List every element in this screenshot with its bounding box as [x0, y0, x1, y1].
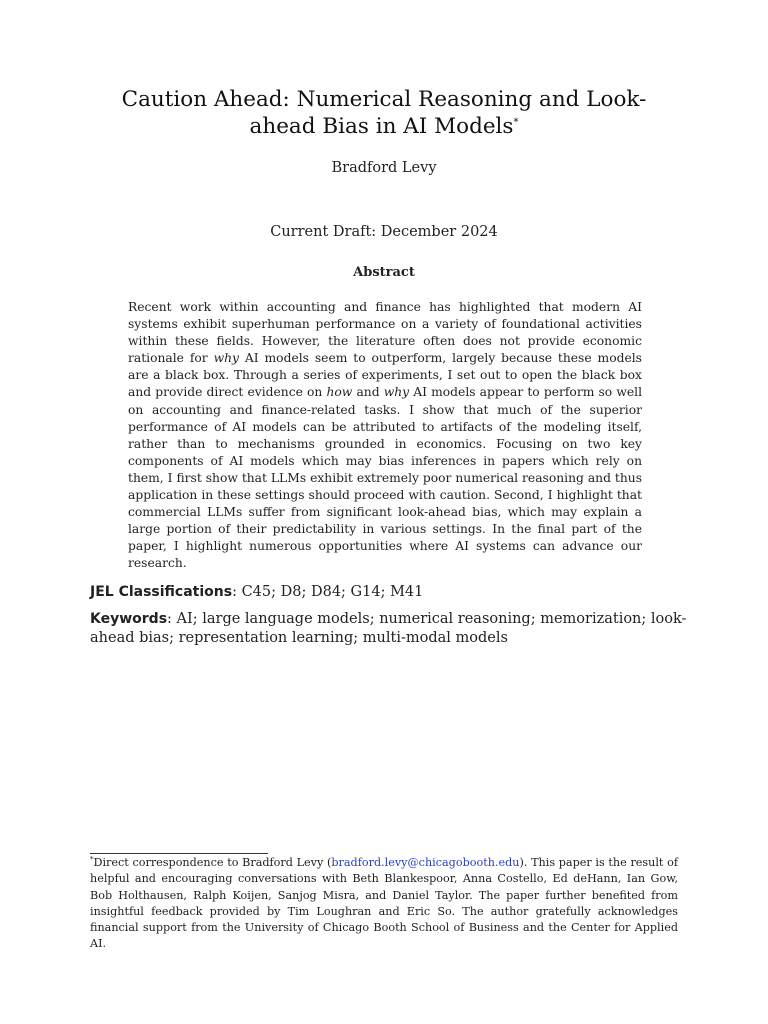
abstract-emphasis-why-1: why: [213, 351, 239, 366]
title-footnote-mark: *: [513, 116, 519, 128]
abstract-text-3: and: [352, 385, 384, 400]
footnote: [90, 855, 678, 953]
abstract-body: [128, 299, 642, 573]
email-link[interactable]: bradford.levy@chicagobooth.edu: [331, 856, 520, 869]
keywords-label: Keywords: [90, 611, 168, 627]
jel-classifications: [90, 583, 690, 602]
keywords-value: : AI; large language models; numerical reasoning; memorization; look-ahead bias; representation learning; multi-modal models: [90, 611, 687, 646]
keywords: [90, 610, 690, 648]
author-name: Bradford Levy: [331, 160, 437, 176]
abstract-text-2: AI models seem to outperform, largely because these models are a black box. Through a series of experiments, I set out to open the black box and provide direct evidence on: [128, 351, 642, 400]
draft-date: Current Draft: December 2024: [270, 224, 498, 240]
jel-label: JEL Classifications: [90, 584, 233, 600]
paper-title: [90, 86, 678, 140]
abstract-emphasis-why-2: why: [383, 385, 410, 400]
jel-value: : C45; D8; D84; G14; M41: [232, 584, 424, 600]
paper-title-text: Caution Ahead: Numerical Reasoning and Look-ahead Bias in AI Models: [121, 87, 647, 139]
abstract-text-1: Recent work within accounting and finance has highlighted that modern AI systems exhibit superhuman performance on a variety of foundational activities within these fields. However, the literature often does not provide economic rationale for: [128, 300, 642, 366]
abstract-text-4: AI models appear to perform so well on accounting and finance-related tasks. I show that much of the superior performance of AI models can be attributed to artifacts of the modeling itself, rather than to mechanisms grounded in economics. Focusing on two key components of AI models which may bias inferences in papers which rely on them, I first show that LLMs exhibit extremely poor numerical reasoning and thus application in these settings should proceed with caution. Second, I highlight that commercial LLMs suffer from significant look-ahead bias, which may explain a large portion of their predictability in various settings. In the final part of the paper, I highlight numerous opportunities where AI systems can advance our research.: [128, 385, 642, 571]
footnote-divider: [90, 853, 268, 854]
footnote-mark: *: [90, 855, 94, 864]
footnote-text-post: ). This paper is the result of helpful and encouraging conversations with Beth Blankespoor, Anna Costello, Ed deHann, Ian Gow, Bob Holthausen, Ralph Koijen, Sanjog Misra, and Daniel Taylor. The paper further benefited from insightful feedback provided by Tim Loughran and Eric So. The author gratefully acknowledges financial support from the University of Chicago Booth School of Business and the Center for Applied AI.: [90, 856, 679, 951]
abstract-emphasis-how: how: [326, 385, 353, 400]
footnote-text-pre: Direct correspondence to Bradford Levy (: [93, 856, 332, 869]
abstract-heading: Abstract: [353, 265, 415, 280]
